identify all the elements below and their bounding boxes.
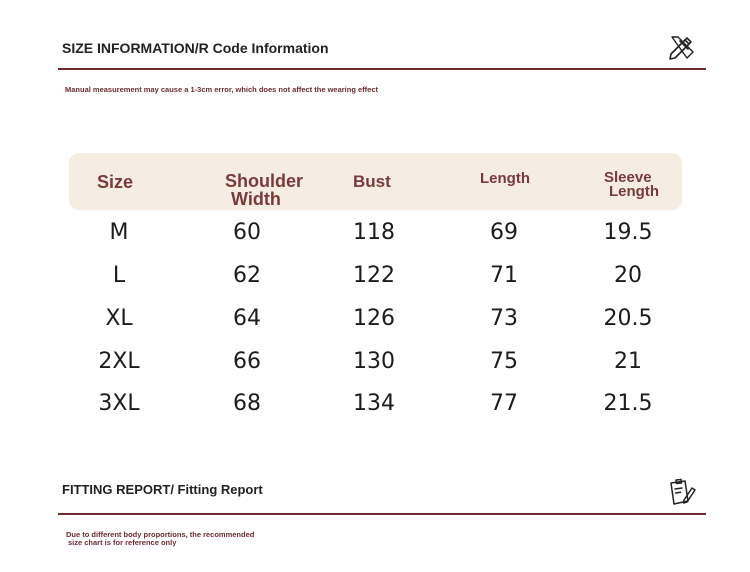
- measurement-note: Manual measurement may cause a 1-3cm error, which does not affect the wearing effect: [65, 85, 379, 94]
- size-cell: M: [109, 220, 129, 245]
- header-sleeve-line1: Sleeve: [604, 169, 652, 186]
- table-row: [0, 256, 750, 296]
- bust-cell: 126: [353, 306, 395, 331]
- table-row: [0, 213, 750, 253]
- header-length: Length: [480, 170, 530, 187]
- shoulder-cell: 66: [233, 349, 261, 374]
- fitting-note-line1: Due to different body proportions, the recommended: [66, 530, 255, 539]
- fitting-note: [66, 531, 254, 547]
- size-info-title: SIZE INFORMATION/R Code Information: [62, 40, 329, 56]
- bust-cell: 130: [353, 349, 395, 374]
- bust-cell: 122: [353, 263, 395, 288]
- sleeve-cell: 21.5: [603, 391, 653, 416]
- header-shoulder-line1: Shoulder: [225, 171, 304, 191]
- fitting-note-line2: size chart is for reference only: [68, 538, 177, 547]
- shoulder-cell: 62: [233, 263, 261, 288]
- sleeve-cell: 21: [614, 349, 642, 374]
- size-section-divider: [58, 68, 706, 70]
- length-cell: 69: [490, 220, 518, 245]
- fitting-section-divider: [58, 513, 706, 515]
- bust-cell: 134: [353, 391, 395, 416]
- sleeve-cell: 20.5: [603, 306, 653, 331]
- header-shoulder-width: [225, 172, 303, 208]
- length-cell: 77: [490, 391, 518, 416]
- table-row: [0, 384, 750, 424]
- length-cell: 73: [490, 306, 518, 331]
- clipboard-pencil-icon: [667, 477, 697, 507]
- fitting-report-title: FITTING REPORT/ Fitting Report: [62, 482, 263, 497]
- size-cell: 2XL: [98, 349, 140, 374]
- header-bust: Bust: [353, 172, 391, 191]
- shoulder-cell: 60: [233, 220, 261, 245]
- length-cell: 71: [490, 263, 518, 288]
- pencil-ruler-icon: [667, 32, 697, 62]
- length-cell: 75: [490, 349, 518, 374]
- table-row: [0, 342, 750, 382]
- sleeve-cell: 20: [614, 263, 642, 288]
- header-size: Size: [97, 172, 134, 192]
- header-sleeve-length: [604, 171, 659, 199]
- table-row: [0, 299, 750, 339]
- size-cell: XL: [105, 306, 133, 331]
- size-cell: 3XL: [98, 391, 140, 416]
- header-sleeve-line2: Length: [609, 183, 659, 200]
- shoulder-cell: 68: [233, 391, 261, 416]
- header-shoulder-line2: Width: [231, 189, 281, 209]
- bust-cell: 118: [353, 220, 395, 245]
- size-cell: L: [112, 263, 126, 288]
- sleeve-cell: 19.5: [603, 220, 653, 245]
- shoulder-cell: 64: [233, 306, 261, 331]
